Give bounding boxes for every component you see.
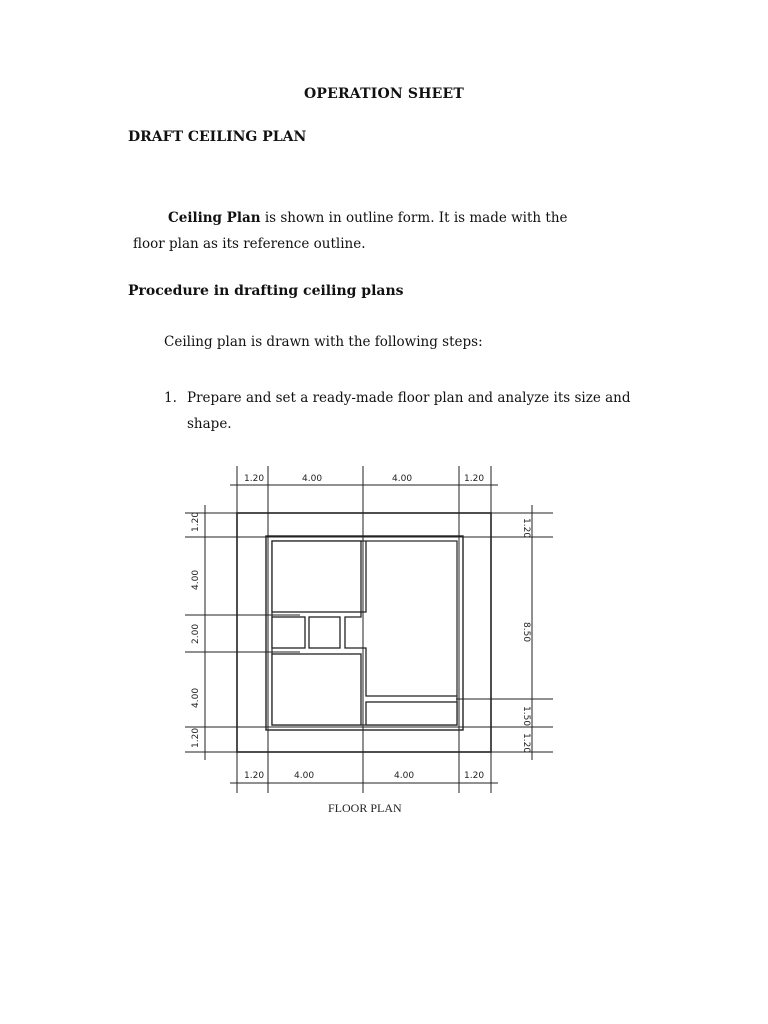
dim-right-2: 8.50 [521, 622, 531, 643]
procedure-intro: Ceiling plan is drawn with the following steps: [164, 334, 483, 350]
dim-top-1: 1.20 [244, 474, 265, 484]
sheet-header: OPERATION SHEET [303, 86, 465, 102]
dim-left-2: 4.00 [191, 569, 201, 590]
paragraph-line1: is shown in outline form. It is made with the [260, 210, 568, 226]
dim-left-5: 1.20 [191, 727, 201, 748]
paragraph-line2: floor plan as its reference outline. [133, 236, 366, 252]
dim-bottom-3: 4.00 [394, 771, 415, 781]
section-title: DRAFT CEILING PLAN [128, 129, 307, 145]
dim-right-1: 1.20 [521, 518, 531, 539]
ceiling-plan-term: Ceiling Plan [168, 210, 261, 226]
dim-left-4: 4.00 [191, 687, 201, 708]
dim-top-2: 4.00 [302, 474, 323, 484]
dim-left-1: 1.20 [191, 511, 201, 532]
dim-right-4: 1.20 [521, 733, 531, 754]
procedure-title: Procedure in drafting ceiling plans [128, 283, 404, 299]
dim-bottom-2: 4.00 [294, 771, 315, 781]
step-number: 1. [164, 390, 177, 406]
dim-bottom-1: 1.20 [244, 771, 265, 781]
floor-plan-caption: FLOOR PLAN [328, 801, 402, 815]
dim-right-3: 1.50 [521, 706, 531, 727]
dim-top-3: 4.00 [392, 474, 413, 484]
dim-bottom-4: 1.20 [464, 771, 485, 781]
dim-top-4: 1.20 [464, 474, 485, 484]
step-text: Prepare and set a ready-made floor plan and analyze its size and shape. [187, 390, 631, 432]
dim-left-3: 2.00 [191, 623, 201, 644]
